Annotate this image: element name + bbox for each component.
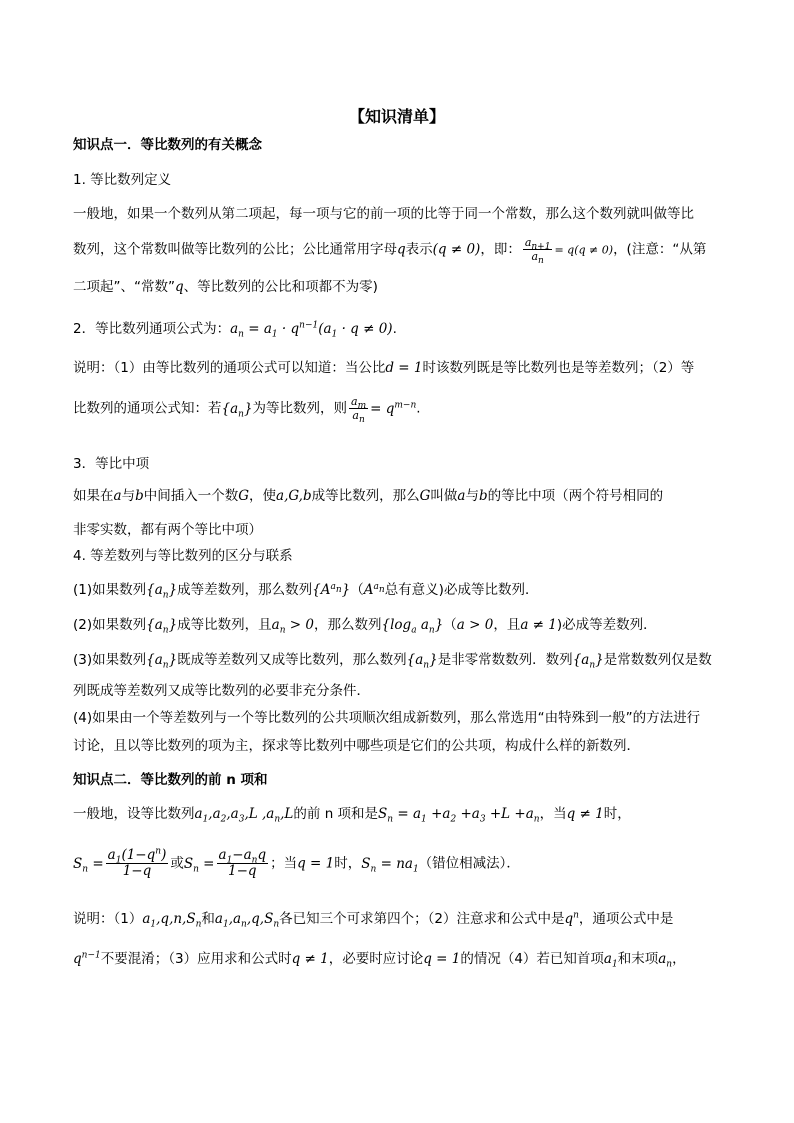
subsection-title-geometric-mean: 3．等比中项 (73, 456, 150, 472)
subsection-title-definition: 1. 等比数列定义 (73, 172, 172, 188)
sum-note-line-1: 说明：$(1)a_1,q,n,S_n$和$a_1,a_n,q,S_n$各已知三个可求第四个；（2）注意求和公式中是$q^n$，通项公式中是 (73, 910, 674, 930)
definition-line-1: 一般地，如果一个数列从第二项起，每一项与它的前一项的比等于同一个常数，那么这个数列就叫做等比 (73, 206, 694, 222)
sum-formula-line: $S_n$ = $\frac{a_1(1-q^n)}{1-q}$ 或$S_n$ = $\frac{a_1-a_nq}{1-q}$ ；当q = 1时，$S_n = na_1$（错位相减法）． (73, 846, 520, 879)
ratio-formula: $\frac{a_{n+1}}{a_n}$ (524, 236, 551, 267)
section-heading-2: 知识点二．等比数列的前 n 项和 (73, 772, 268, 788)
subsection-title-relation: 4. 等差数列与等比数列的区分与联系 (73, 548, 293, 564)
relation-point-1: (1)如果数列$\{a_n\}$成等差数列，那么数列$\{A^{a_n}\}(A^{a_n}$总有意义)必成等比数列． (73, 581, 539, 601)
definition-line-2: 数列，这个常数叫做等比数列的公比；公比通常用字母q表示(q ≠ 0)，即： $\frac{a_{n+1}}{a_n}$ = q(q ≠ 0)，(注意：“从第 (73, 236, 707, 267)
relation-point-3-line-2: 列既成等差数列又成等比数列的必要非充分条件． (73, 683, 370, 699)
sum-formula-2: $\frac{a_1-a_nq}{1-q}$ (218, 847, 267, 879)
relation-point-2: (2)如果数列$\{a_n\}$成等比数列，且$a_n > 0$，那么数列{$\log_a$ $a_n\}(a > 0$，且a ≠ 1)必成等差数列． (73, 617, 657, 636)
page-title: 【知识清单】 (348, 107, 445, 126)
ratio-am-an: $\frac{a_m}{a_n}$ (351, 395, 367, 426)
relation-point-3-line-1: (3)如果数列$\{a_n\}$既成等差数列又成等比数列，那么数列$\{a_n\}$是非零常数数列．数列$\{a_n\}$是常数数列仅是数 (73, 652, 712, 671)
geometric-mean-line-2: 非零实数，都有两个等比中项） (73, 522, 262, 538)
general-term-formula: 2．等比数列通项公式为：$a_n = a_1 \cdot q^{n-1}(a_1 \cdot q \ne 0)$. (73, 320, 397, 340)
sum-note-line-2: $q^{n-1}$不要混淆；（3）应用求和公式时q ≠ 1，必要时应讨论q = 1的情况（4）若已知首项$a_1$和末项$a_n$， (73, 950, 686, 970)
section-heading-1: 知识点一．等比数列的有关概念 (73, 137, 262, 153)
sum-intro-line: 一般地，设等比数列$a_1,a_2,a_3,L$ $,a_n,L$的前 n 项和是$S_n = a_1 +a_2 +a_3 +L +a_n$，当q ≠ 1时， (73, 806, 631, 825)
note-1-line-1: 说明：（1）由等比数列的通项公式可以知道：当公比d = 1时该数列既是等比数列也是等差数列；（2）等 (73, 360, 695, 376)
definition-line-3: 二项起”、“常数”q、等比数列的公比和项都不为零) (73, 279, 378, 295)
sum-formula-1: $\frac{a_1(1-q^n)}{1-q}$ (107, 846, 167, 879)
geometric-mean-line-1: 如果在a与b中间插入一个数G，使a,G,b成等比数列，那么G叫做a与b的等比中项（两个符号相同的 (73, 488, 664, 504)
note-1-line-2: 比数列的通项公式知：若$\{a_n\}$为等比数列，则 $\frac{a_m}{a_n}$ = $q^{m-n}$. (73, 395, 421, 426)
relation-point-4-line-1: (4)如果由一个等差数列与一个等比数列的公共项顺次组成新数列，那么常选用“由特殊到一般”的方法进行 (73, 710, 701, 726)
relation-point-4-line-2: 讨论，且以等比数列的项为主，探求等比数列中哪些项是它们的公共项，构成什么样的新数列． (73, 738, 640, 754)
